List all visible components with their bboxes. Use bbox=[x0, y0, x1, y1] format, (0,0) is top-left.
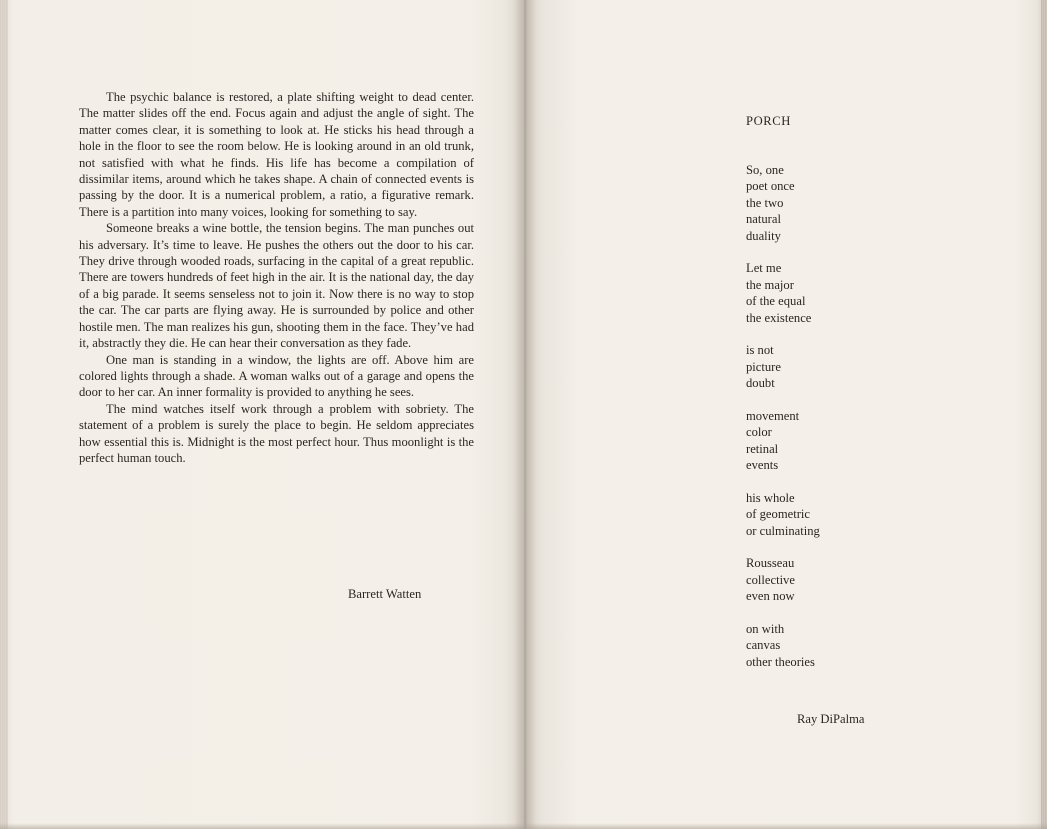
paragraph-1: The psychic balance is restored, a plate shifting weight to dead center. The matter slides off the end. Focus again and adjust the angle of sight. The matter comes clear, it is something to look at. He sticks his head through a hole in the floor to see the room below. He is looking around in an old trunk, not satisfied with what he finds. His life has become a compilation of dissimilar items, around which he takes shape. A chain of connected events is passing by the door. It is a numerical problem, a ratio, a figurative remark. There is a partition into many voices, looking for something to say. bbox=[79, 90, 474, 219]
poem-title: PORCH bbox=[746, 114, 791, 128]
poem-line: the existence bbox=[746, 310, 812, 325]
poem-line: of geometric bbox=[746, 507, 810, 522]
poem-line: duality bbox=[746, 228, 781, 243]
stanza-3 bbox=[746, 342, 926, 391]
author-signature-left: Barrett Watten bbox=[348, 587, 422, 601]
paragraph-3: One man is standing in a window, the lights are off. Above him are colored lights through a shade. A woman walks out of a garage and opens the door to her car. An inner formality is provided to anything he sees. bbox=[79, 352, 474, 400]
page-edge-left bbox=[0, 0, 8, 829]
poem-line: the two bbox=[746, 195, 784, 210]
stanza-2 bbox=[746, 260, 926, 326]
poem-line: picture bbox=[746, 359, 781, 374]
poem-line: poet once bbox=[746, 179, 795, 194]
poem-line: even now bbox=[746, 589, 795, 604]
poem-line: or culminating bbox=[746, 523, 820, 538]
poem-line: the major bbox=[746, 277, 794, 292]
stanza-5 bbox=[746, 490, 926, 539]
poem bbox=[746, 162, 926, 686]
stanza-4 bbox=[746, 408, 926, 474]
poem-line: retinal bbox=[746, 441, 779, 456]
page-edge-right bbox=[1041, 0, 1047, 829]
stanza-6 bbox=[746, 555, 926, 604]
poem-line: So, one bbox=[746, 163, 784, 177]
paragraph-2: Someone breaks a wine bottle, the tension begins. The man punches out his adversary. It’s time to leave. He pushes the others out the door to his car. They drive through wooded roads, surfacing in the capital of a great republic. There are towers hundreds of feet high in the air. It is the national day, the day of a big parade. It seems senseless not to join it. Now there is no way to stop the car. The car parts are flying away. He is surrounded by police and other hostile men. The man realizes his gun, shooting them in the face. They’ve had it, abstractly they die. He can hear their conversation as they fade. bbox=[79, 221, 474, 351]
poem-line: color bbox=[746, 425, 772, 440]
poem-line: Rousseau bbox=[746, 556, 795, 571]
stanza-7 bbox=[746, 621, 926, 670]
poem-line: natural bbox=[746, 212, 781, 227]
stanza-1 bbox=[746, 162, 926, 244]
poem-line: is not bbox=[746, 343, 774, 358]
poem-line: events bbox=[746, 457, 779, 472]
poem-line: other theories bbox=[746, 654, 815, 669]
author-signature-right: Ray DiPalma bbox=[797, 712, 865, 726]
poem-line: doubt bbox=[746, 376, 775, 391]
poem-line: his whole bbox=[746, 490, 795, 505]
poem-line: Let me bbox=[746, 261, 782, 276]
page-bottom-shade bbox=[0, 823, 1047, 829]
poem-line: movement bbox=[746, 408, 800, 423]
poem-line: canvas bbox=[746, 638, 781, 653]
prose-text bbox=[79, 89, 474, 466]
poem-line: of the equal bbox=[746, 294, 806, 309]
book-gutter bbox=[514, 0, 536, 829]
poem-line: collective bbox=[746, 572, 795, 587]
paragraph-4: The mind watches itself work through a problem with sobriety. The statement of a problem is surely the place to begin. He seldom appreciates how essential this is. Midnight is the most perfect hour. Thus moonlight is the perfect human touch. bbox=[79, 401, 474, 465]
poem-line: on with bbox=[746, 621, 785, 636]
